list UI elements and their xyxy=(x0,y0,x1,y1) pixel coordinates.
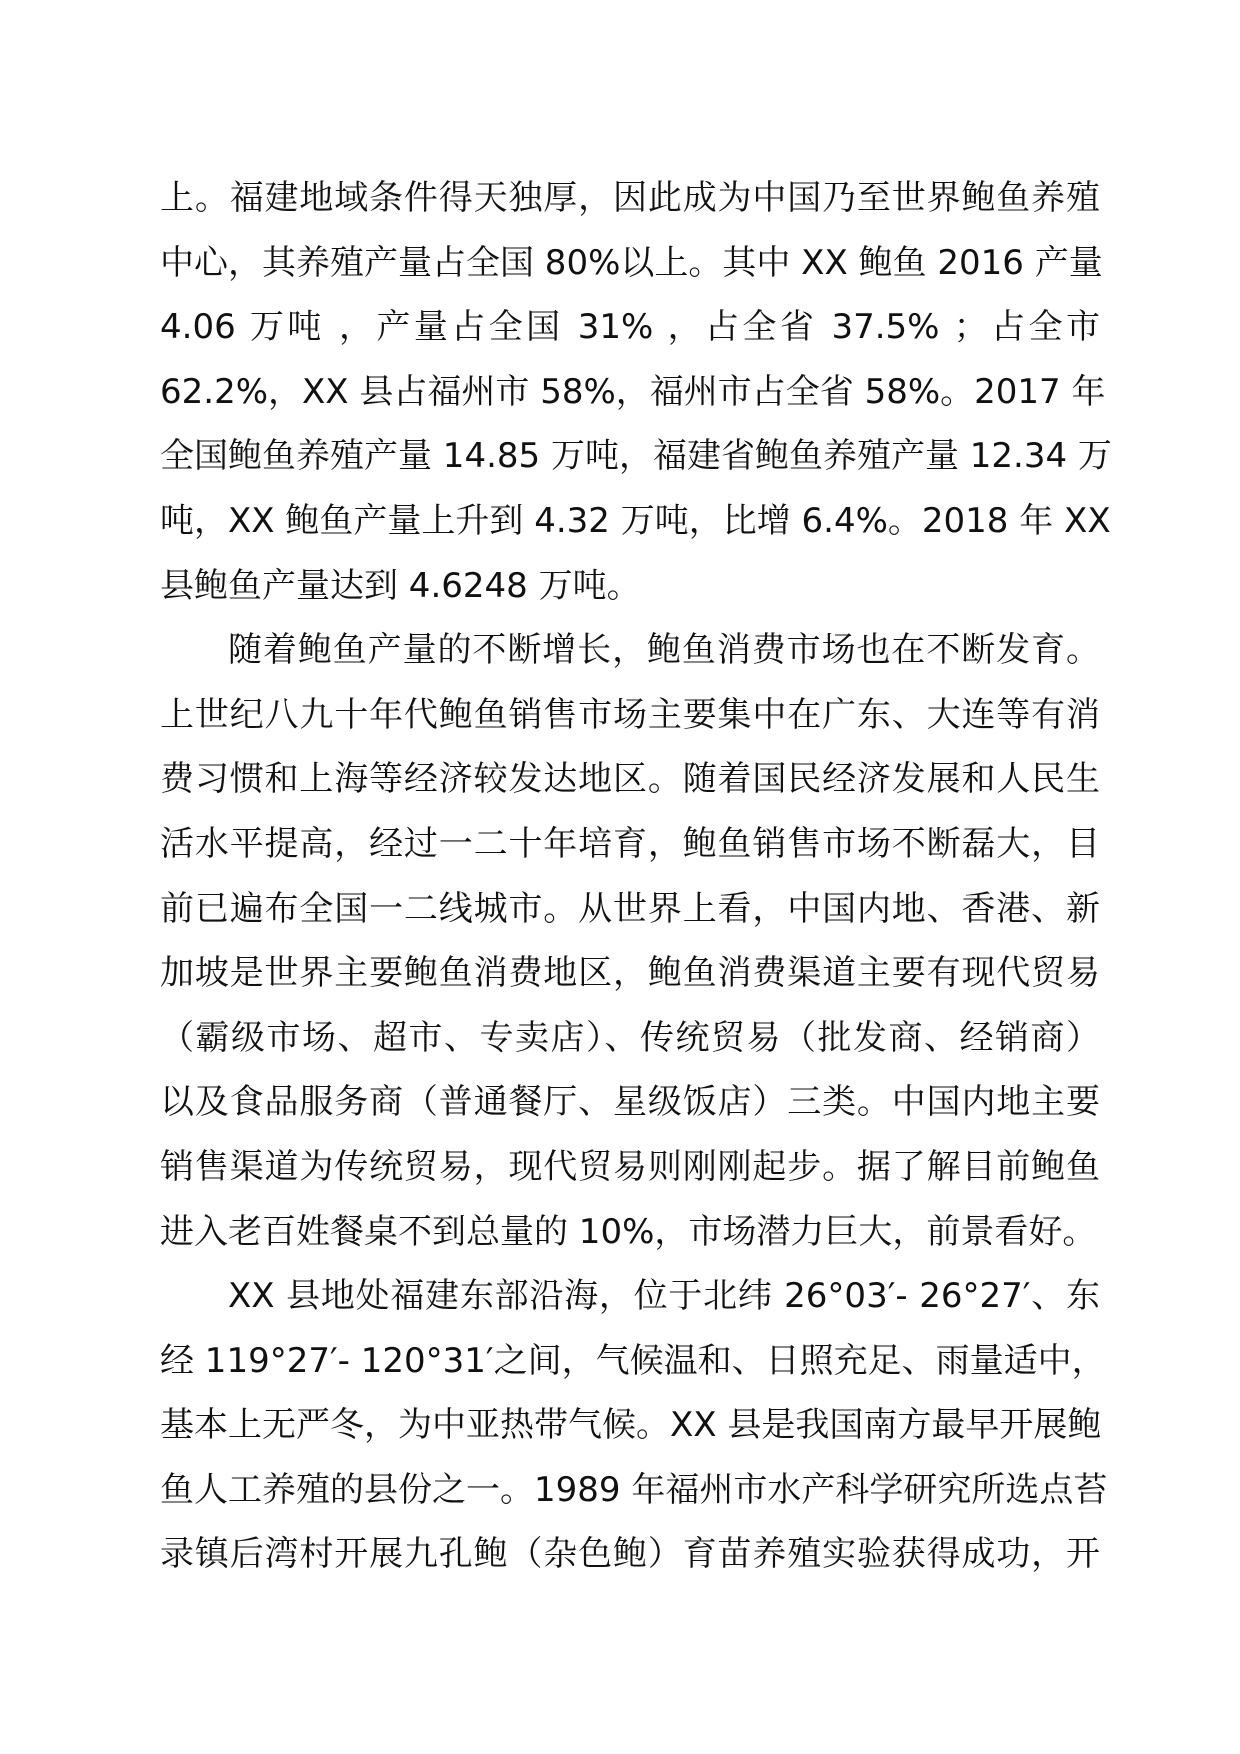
text-line: 基本上无严冬，为中亚热带气候。XX 县是我国南方最早开展鲍 xyxy=(160,1405,1102,1446)
text-line: 上。福建地域条件得天独厚，因此成为中国乃至世界鲍鱼养殖 xyxy=(160,178,1100,218)
text-line: 加坡是世界主要鲍鱼消费地区，鲍鱼消费渠道主要有现代贸易 xyxy=(160,953,1100,994)
text-line: 费习惯和上海等经济较发达地区。随着国民经济发展和人民生 xyxy=(160,759,1100,800)
text-line: （霸级市场、超市、专卖店）、传统贸易（批发商、经销商） xyxy=(160,1017,1100,1058)
text-line: XX 县地处福建东部沿海，位于北纬 26°03′- 26°27′、东 xyxy=(228,1276,1100,1317)
text-line: 4.06 万吨 ，产量占全国 31% ，占全省 37.5% ；占全市 xyxy=(160,307,1100,348)
text-line: 录镇后湾村开展九孔鲍（杂色鲍）育苗养殖实验获得成功，开 xyxy=(160,1534,1100,1575)
text-line: 随着鲍鱼产量的不断增长，鲍鱼消费市场也在不断发育。 xyxy=(228,630,1100,671)
text-line: 吨，XX 鲍鱼产量上升到 4.32 万吨，比增 6.4%。2018 年 XX xyxy=(160,500,1111,541)
text-line: 鱼人工养殖的县份之一。1989 年福州市水产科学研究所选点苔 xyxy=(160,1469,1108,1510)
text-line: 62.2%，XX 县占福州市 58%，福州市占全省 58%。2017 年 xyxy=(160,371,1106,412)
text-line: 活水平提高，经过一二十年培育，鲍鱼销售市场不断磊大，目 xyxy=(160,823,1100,864)
text-line: 中心，其养殖产量占全国 80%以上。其中 XX 鲍鱼 2016 产量 xyxy=(160,242,1103,283)
text-line: 进入老百姓餐桌不到总量的 10%，市场潜力巨大，前景看好。 xyxy=(160,1211,1097,1252)
text-line: 以及食品服务商（普通餐厅、星级饭店）三类。中国内地主要 xyxy=(160,1082,1100,1123)
text-line: 上世纪八九十年代鲍鱼销售市场主要集中在广东、大连等有消 xyxy=(160,694,1100,735)
text-line: 经 119°27′- 120°31′之间，气候温和、日照充足、雨量适中， xyxy=(160,1340,1106,1381)
document-body xyxy=(160,166,1112,1587)
text-line: 前已遍布全国一二线城市。从世界上看，中国内地、香港、新 xyxy=(160,888,1100,929)
text-line: 销售渠道为传统贸易，现代贸易则刚刚起步。据了解目前鲍鱼 xyxy=(160,1146,1100,1187)
text-line: 县鲍鱼产量达到 4.6248 万吨。 xyxy=(160,565,641,606)
text-line: 全国鲍鱼养殖产量 14.85 万吨，福建省鲍鱼养殖产量 12.34 万 xyxy=(160,436,1112,477)
